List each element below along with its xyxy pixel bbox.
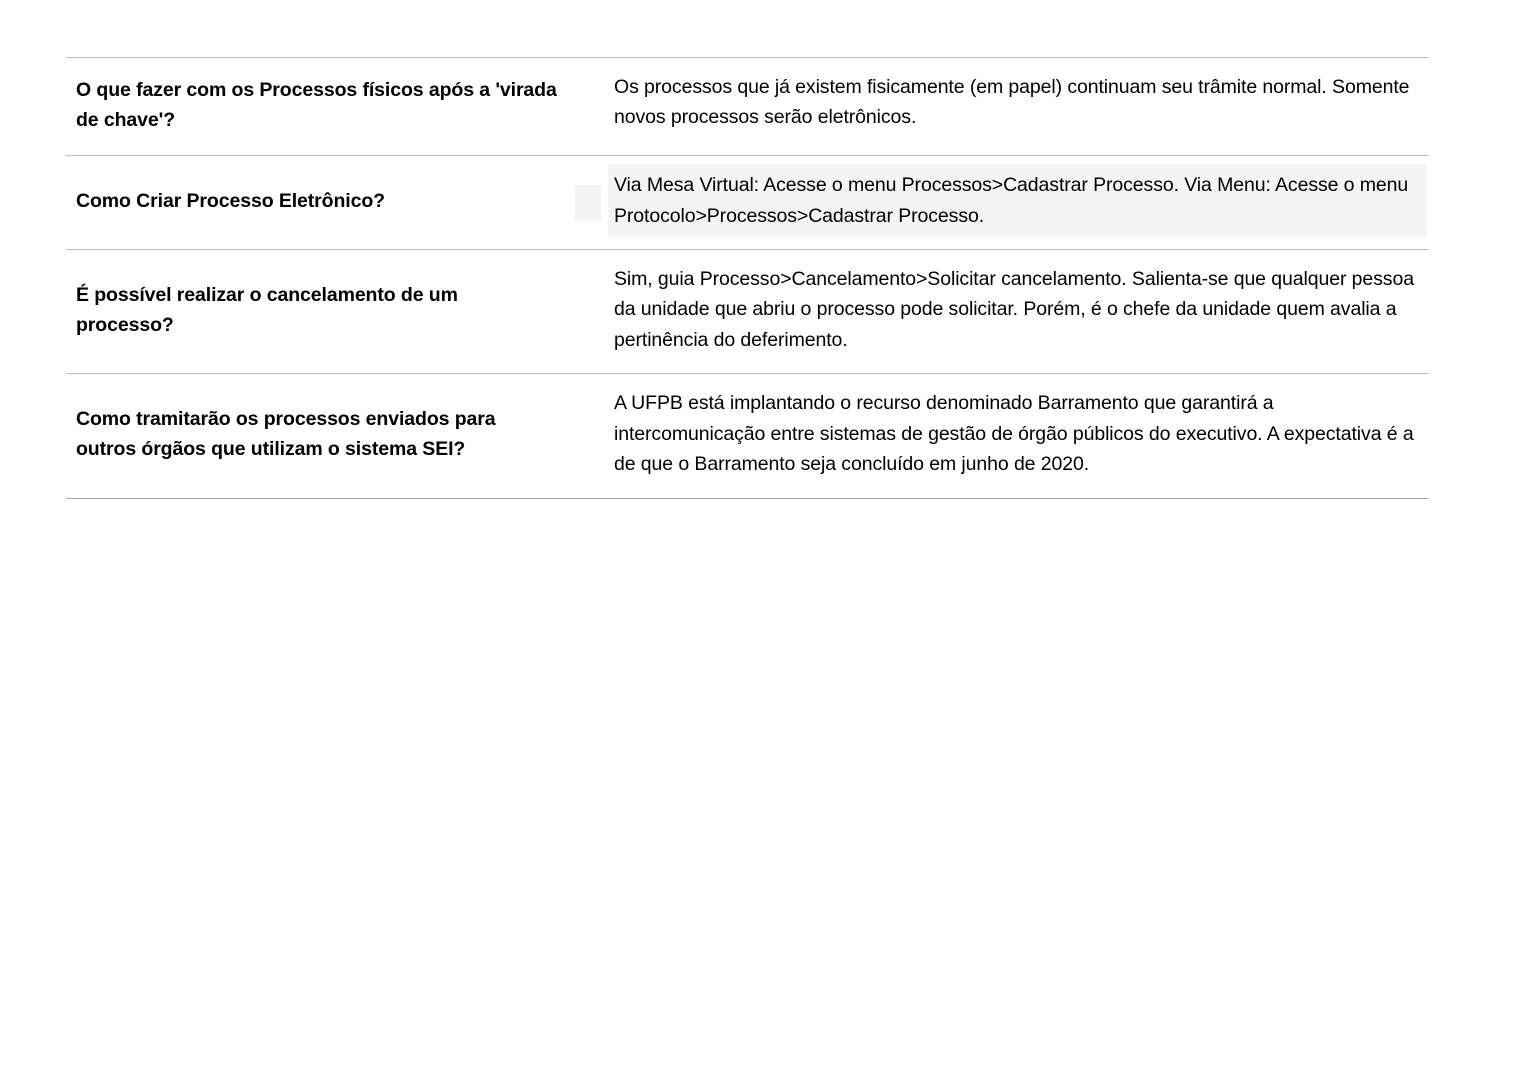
- question-cell: [66, 58, 571, 156]
- answer-cell: [607, 58, 1429, 156]
- question-text: O que fazer com os Processos físicos após a 'virada de chave'?: [76, 79, 557, 131]
- answer-cell: [607, 250, 1429, 374]
- answer-text: Os processos que já existem fisicamente (em papel) continuam seu trâmite normal. Somente novos processos serão eletrônicos.: [614, 76, 1410, 129]
- table-row: [66, 58, 1429, 156]
- row-marker-cell: [571, 374, 607, 498]
- table-row: [66, 250, 1429, 374]
- table-row: [66, 374, 1429, 498]
- question-cell: [66, 374, 571, 498]
- highlight-marker-icon: [575, 185, 601, 221]
- row-marker-cell: [571, 250, 607, 374]
- row-marker-cell: [571, 58, 607, 156]
- question-cell: [66, 156, 571, 250]
- faq-table-body: [66, 58, 1429, 499]
- answer-cell: [607, 374, 1429, 498]
- faq-table: [66, 57, 1429, 499]
- question-cell: [66, 250, 571, 374]
- answer-text: Via Mesa Virtual: Acesse o menu Processos>Cadastrar Processo. Via Menu: Acesse o menu Protocolo>Processos>Cadastrar Processo.: [614, 170, 1421, 231]
- row-marker-cell: [571, 156, 607, 250]
- answer-text: Sim, guia Processo>Cancelamento>Solicitar cancelamento. Salienta-se que qualquer pessoa da unidade que abriu o processo pode solicitar. Porém, é o chefe da unidade quem avalia a pertinência do deferimento.: [614, 268, 1414, 351]
- question-text: Como tramitarão os processos enviados para outros órgãos que utilizam o sistema SEI?: [76, 408, 496, 460]
- question-text: É possível realizar o cancelamento de um processo?: [76, 284, 458, 336]
- answer-text: A UFPB está implantando o recurso denominado Barramento que garantirá a intercomunicação entre sistemas de gestão de órgão públicos do executivo. A expectativa é a de que o Barramento seja concluído em junho de 2020.: [614, 392, 1414, 476]
- table-row: [66, 156, 1429, 250]
- answer-cell: [607, 156, 1429, 250]
- question-text: Como Criar Processo Eletrônico?: [76, 189, 385, 212]
